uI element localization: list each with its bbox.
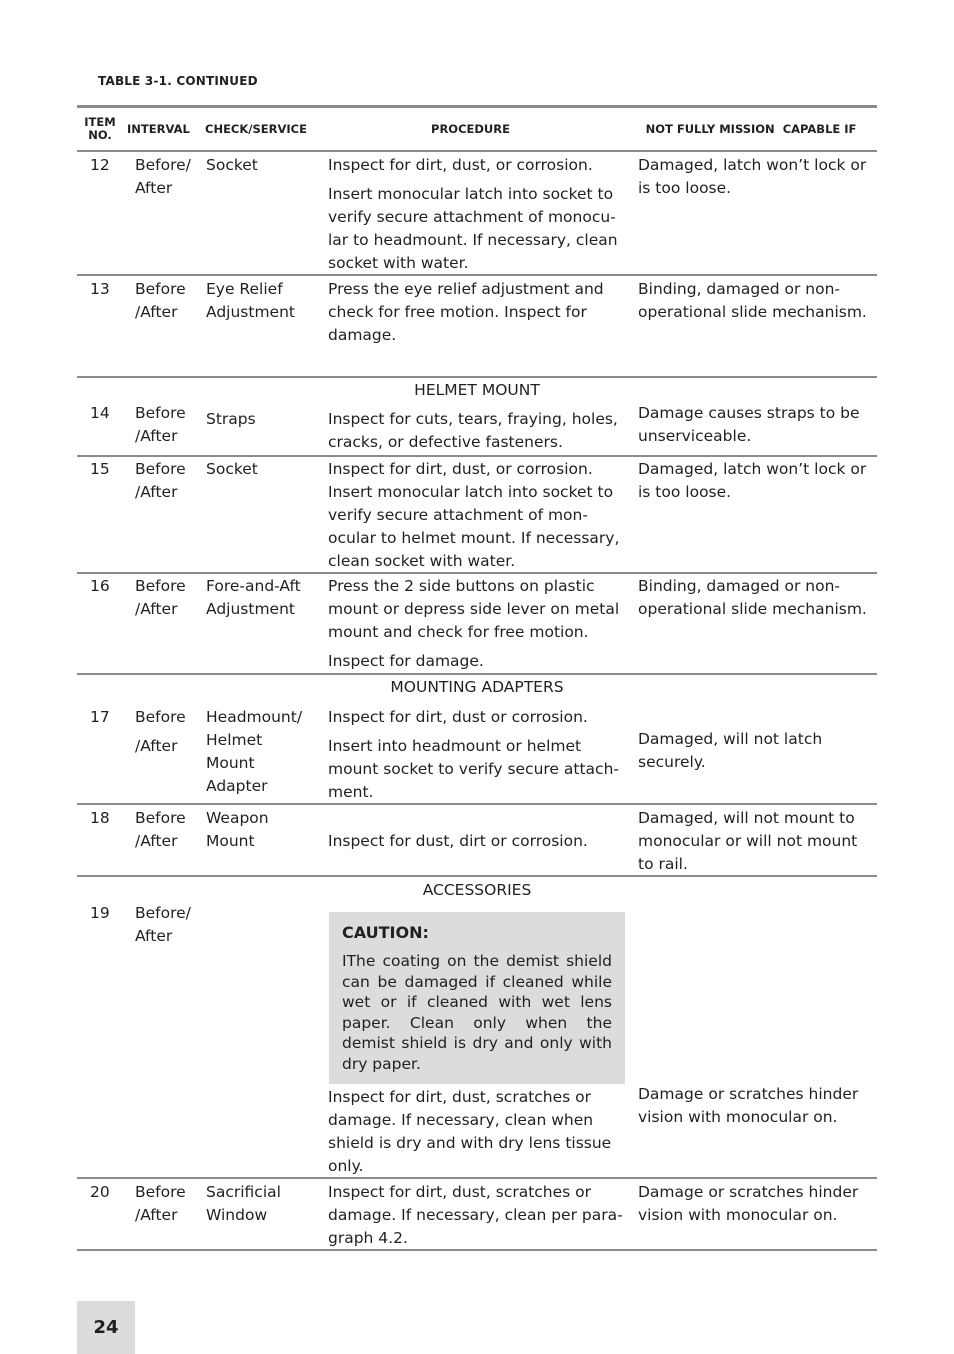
row-17-item: 17 bbox=[90, 708, 110, 726]
row-16-procedure-1: Press the 2 side buttons on plastic mount or depress side lever on metal mount and check for free motion. bbox=[328, 577, 620, 641]
row-12-interval: Before/ After bbox=[135, 156, 191, 197]
row-18-interval: Before /After bbox=[135, 809, 186, 850]
row-15-interval: Before /After bbox=[135, 460, 186, 501]
row-19-nfmc: Damage or scratches hinder vision with monocular on. bbox=[638, 1085, 859, 1126]
row-16-interval: Before /After bbox=[135, 577, 186, 618]
row-20-check: Sacrificial Window bbox=[206, 1183, 281, 1224]
row-16-procedure-2: Inspect for damage. bbox=[328, 652, 484, 670]
caution-title: CAUTION: bbox=[342, 923, 429, 942]
row-17-check: Headmount/ Helmet Mount Adapter bbox=[206, 708, 303, 795]
row-18-procedure-1: Inspect for dust, dirt or corrosion. bbox=[328, 832, 588, 850]
row-14-check: Straps bbox=[206, 410, 256, 428]
row-divider bbox=[77, 376, 877, 378]
table-caption: TABLE 3-1. CONTINUED bbox=[98, 74, 258, 88]
row-17-interval-2: /After bbox=[135, 737, 178, 755]
row-20-item: 20 bbox=[90, 1183, 110, 1201]
row-12-procedure-1: Inspect for dirt, dust, or corrosion. bbox=[328, 156, 593, 174]
row-17-nfmc: Damaged, will not latch securely. bbox=[638, 730, 823, 771]
caution-box bbox=[329, 912, 625, 1084]
row-13-interval: Before /After bbox=[135, 280, 186, 321]
row-12-item: 12 bbox=[90, 156, 110, 174]
caution-text: IThe coating on the demist shield can be damaged if cleaned while wet or if cleaned with wet lens paper. Clean only when the demist shield is dry and only with dry paper. bbox=[342, 952, 612, 1073]
row-18-item: 18 bbox=[90, 809, 110, 827]
row-divider bbox=[77, 572, 877, 574]
row-17-procedure-1: Inspect for dirt, dust or corrosion. bbox=[328, 708, 588, 726]
header-item-no: ITEM NO. bbox=[84, 115, 116, 142]
row-19-interval: Before/ After bbox=[135, 904, 191, 945]
row-14-nfmc: Damage causes straps to be unserviceable. bbox=[638, 404, 860, 445]
header-interval: INTERVAL bbox=[127, 122, 190, 136]
row-14-procedure-1: Inspect for cuts, tears, fraying, holes, cracks, or defective fasteners. bbox=[328, 410, 618, 451]
row-divider bbox=[77, 803, 877, 805]
header-procedure: PROCEDURE bbox=[431, 122, 510, 136]
row-divider bbox=[77, 875, 877, 877]
table-bottom-rule bbox=[77, 1249, 877, 1251]
row-divider bbox=[77, 274, 877, 276]
row-18-check: Weapon Mount bbox=[206, 809, 269, 850]
header-bottom-rule bbox=[77, 150, 877, 152]
row-12-procedure-2: Insert monocular latch into socket to verify secure attachment of monocu- lar to headmount. If necessary, clean socket with water. bbox=[328, 185, 618, 272]
row-12-check: Socket bbox=[206, 156, 258, 174]
row-17-procedure-2: Insert into headmount or helmet mount socket to verify secure attach- ment. bbox=[328, 737, 619, 801]
page-number: 24 bbox=[77, 1301, 135, 1354]
row-19-procedure-1: Inspect for dirt, dust, scratches or damage. If necessary, clean when shield is dry and with dry lens tissue only. bbox=[328, 1088, 612, 1175]
row-13-item: 13 bbox=[90, 280, 110, 298]
row-divider bbox=[77, 455, 877, 457]
section-mounting-adapters: MOUNTING ADAPTERS bbox=[390, 678, 564, 696]
section-helmet-mount: HELMET MOUNT bbox=[414, 381, 540, 399]
row-16-nfmc: Binding, damaged or non- operational slide mechanism. bbox=[638, 577, 867, 618]
row-divider bbox=[77, 1177, 877, 1179]
row-15-check: Socket bbox=[206, 460, 258, 478]
row-18-nfmc: Damaged, will not mount to monocular or will not mount to rail. bbox=[638, 809, 858, 873]
row-20-nfmc: Damage or scratches hinder vision with monocular on. bbox=[638, 1183, 859, 1224]
row-divider bbox=[77, 673, 877, 675]
row-14-interval: Before /After bbox=[135, 404, 186, 445]
row-13-check: Eye Relief Adjustment bbox=[206, 280, 295, 321]
row-16-item: 16 bbox=[90, 577, 110, 595]
section-accessories: ACCESSORIES bbox=[422, 881, 532, 899]
row-20-procedure-1: Inspect for dirt, dust, scratches or damage. If necessary, clean per para- graph 4.2. bbox=[328, 1183, 623, 1247]
table-top-rule bbox=[77, 105, 877, 108]
row-20-interval: Before /After bbox=[135, 1183, 186, 1224]
row-13-nfmc: Binding, damaged or non- operational slide mechanism. bbox=[638, 280, 867, 321]
row-15-item: 15 bbox=[90, 460, 110, 478]
row-12-nfmc: Damaged, latch won’t lock or is too loose. bbox=[638, 156, 867, 197]
header-check-service: CHECK/SERVICE bbox=[205, 122, 307, 136]
row-16-check: Fore-and-Aft Adjustment bbox=[206, 577, 301, 618]
row-15-procedure-1: Inspect for dirt, dust, or corrosion. Insert monocular latch into socket to verify secure attachment of mon- ocular to helmet mount. If necessary, clean socket with water. bbox=[328, 460, 620, 570]
header-nfmc: NOT FULLY MISSION CAPABLE IF bbox=[645, 122, 857, 136]
row-15-nfmc: Damaged, latch won’t lock or is too loose. bbox=[638, 460, 867, 501]
row-17-interval-1: Before bbox=[135, 708, 186, 726]
row-13-procedure-1: Press the eye relief adjustment and check for free motion. Inspect for damage. bbox=[328, 280, 604, 344]
row-14-item: 14 bbox=[90, 404, 110, 422]
row-19-item: 19 bbox=[90, 904, 110, 922]
